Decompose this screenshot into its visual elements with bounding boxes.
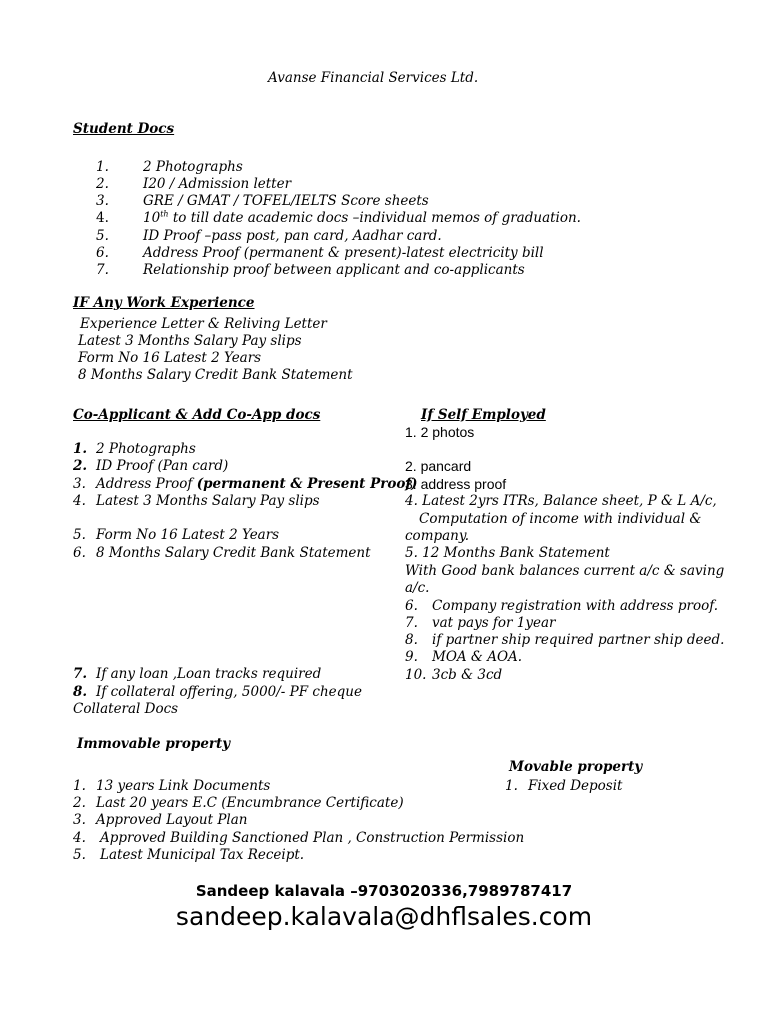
- list-item: 1. 2 Photographs: [96, 159, 243, 175]
- list-item: 2. Last 20 years E.C (Encumbrance Certificate): [73, 795, 404, 811]
- list-item: 4. Approved Building Sanctioned Plan , Construction Permission: [73, 830, 525, 846]
- list-item: 3. GRE / GMAT / TOFEL/IELTS Score sheets: [96, 193, 429, 209]
- list-item: 2. I20 / Admission letter: [96, 176, 292, 192]
- list-item: 2. pancard: [405, 458, 472, 474]
- list-item: 8 Months Salary Credit Bank Statement: [78, 367, 353, 383]
- list-item: 3. address proof: [405, 476, 507, 492]
- list-item: 1. 2 photos: [405, 424, 475, 440]
- self-employed-heading: If Self Employed: [421, 407, 546, 423]
- contact-email: sandeep.kalavala@dhflsales.com: [175, 902, 593, 931]
- movable-property-heading: Movable property: [509, 759, 643, 775]
- list-item: 1. 2 Photographs: [73, 441, 196, 457]
- list-item: 4. Latest 3 Months Salary Pay slips: [73, 493, 320, 509]
- list-item: 1. Fixed Deposit: [505, 778, 623, 794]
- list-item: 5. Form No 16 Latest 2 Years: [73, 527, 280, 543]
- list-item: 2. ID Proof (Pan card): [73, 458, 229, 474]
- list-item: Experience Letter & Reliving Letter: [80, 316, 327, 332]
- list-item: 7. Relationship proof between applicant and co-applicants: [96, 262, 525, 278]
- list-item: Form No 16 Latest 2 Years: [78, 350, 262, 366]
- co-applicant-heading: Co-Applicant & Add Co-App docs: [73, 407, 321, 423]
- list-item: 7. vat pays for 1year: [405, 615, 556, 631]
- list-item: 4. Latest 2yrs ITRs, Balance sheet, P & L A/c,: [405, 493, 717, 509]
- list-item-continued: With Good bank balances current a/c & saving: [405, 563, 725, 579]
- list-item: 6. Address Proof (permanent & present)-latest electricity bill: [96, 245, 544, 261]
- list-item: 3. Approved Layout Plan: [73, 812, 248, 828]
- list-item: 6. 8 Months Salary Credit Bank Statement: [73, 545, 371, 561]
- list-item: 3. Address Proof (permanent & Present Proof): [73, 476, 418, 492]
- list-item: 5. 12 Months Bank Statement: [405, 545, 610, 561]
- list-item: 8. if partner ship required partner ship deed.: [405, 632, 725, 648]
- list-item-continued: company.: [405, 528, 469, 544]
- student-docs-heading: Student Docs: [73, 121, 175, 137]
- list-item: 5. ID Proof –pass post, pan card, Aadhar card.: [96, 228, 442, 244]
- list-item: Latest 3 Months Salary Pay slips: [78, 333, 302, 349]
- list-item: 7. If any loan ,Loan tracks required: [73, 666, 322, 682]
- list-item: 10. 3cb & 3cd: [405, 667, 503, 683]
- list-item: 9. MOA & AOA.: [405, 649, 523, 665]
- collateral-docs-label: Collateral Docs: [73, 701, 179, 717]
- company-name: Avanse Financial Services Ltd.: [268, 70, 479, 86]
- list-item-continued: Computation of income with individual &: [419, 511, 702, 527]
- list-item: 5. Latest Municipal Tax Receipt.: [73, 847, 305, 863]
- immovable-property-heading: Immovable property: [77, 736, 231, 752]
- list-item: 1. 13 years Link Documents: [73, 778, 271, 794]
- list-item: 6. Company registration with address proof.: [405, 598, 719, 614]
- list-item-continued: a/c.: [405, 580, 430, 596]
- contact-line: Sandeep kalavala –9703020336,7989787417: [195, 882, 573, 900]
- work-experience-heading: IF Any Work Experience: [73, 295, 255, 311]
- list-item: 8. If collateral offering, 5000/- PF cheque: [73, 684, 362, 700]
- list-item: 4. 10th to till date academic docs –individual memos of graduation.: [96, 209, 581, 226]
